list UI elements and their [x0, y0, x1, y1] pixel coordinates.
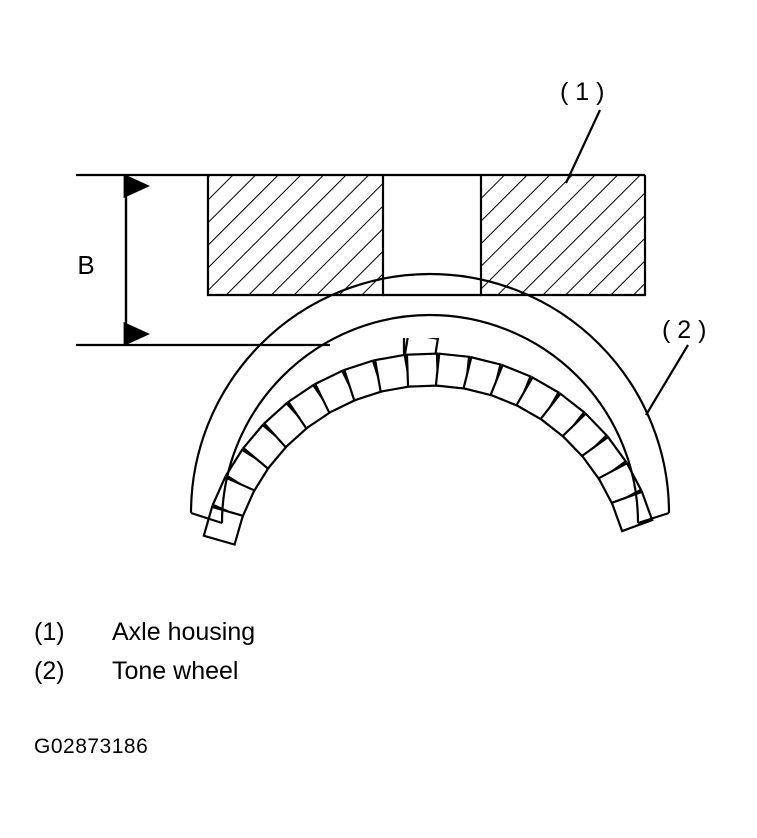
callout-1-text: ( 1 ) — [560, 78, 605, 106]
legend-item-2-label: Tone wheel — [112, 657, 239, 685]
callout-2-text: ( 2 ) — [662, 316, 707, 344]
legend-item-2-number: (2) — [34, 657, 65, 685]
tone-wheel-teeth-ring — [204, 354, 652, 545]
dimension-b-label: B — [77, 250, 95, 280]
legend — [34, 618, 534, 696]
callout-2-leader — [646, 345, 688, 415]
tone-wheel — [191, 274, 669, 545]
legend-item-1 — [34, 618, 534, 647]
figure-code: G02873186 — [34, 735, 149, 758]
axle-housing-right-block — [481, 175, 645, 295]
legend-item-1-label: Axle housing — [112, 618, 256, 646]
axle-housing-left-block — [208, 175, 383, 295]
legend-item-1-number: (1) — [34, 618, 65, 646]
callout-1-leader — [566, 110, 600, 183]
legend-item-2 — [34, 657, 534, 686]
